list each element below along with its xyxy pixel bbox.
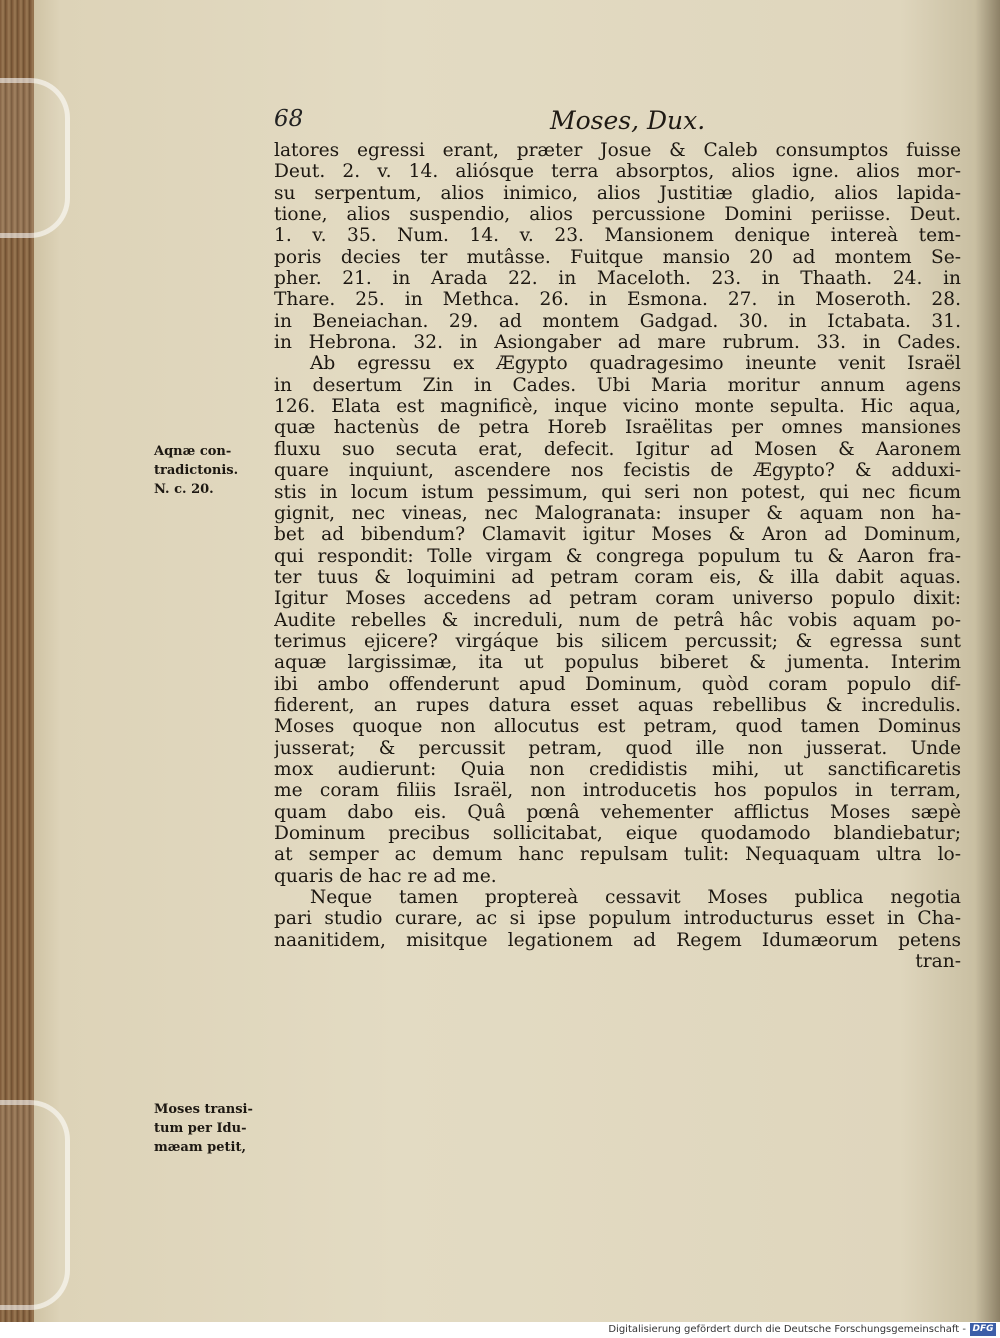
text-line: me coram filiis Israël, non introducetis hos populos in terram, — [274, 780, 961, 802]
text-line: 1. v. 35. Num. 14. v. 23. Mansionem denique intereà tem- — [274, 225, 961, 247]
text-line: quam dabo eis. Quâ pœnâ vehementer afflictus Moses sæpè — [274, 801, 961, 823]
page-clip-bottom — [0, 1100, 70, 1310]
text-line: pher. 21. in Arada 22. in Maceloth. 23. in Thaath. 24. in — [274, 268, 961, 290]
text-line: Thare. 25. in Methca. 26. in Esmona. 27. in Moseroth. 28. — [274, 289, 961, 311]
text-line: ter tuus & loquimini ad petram coram eis, & illa dabit aquas. — [274, 566, 961, 588]
text-line: naanitidem, misitque legationem ad Regem Idumæorum petens — [274, 929, 961, 951]
running-head: Moses, Dux. — [550, 106, 706, 135]
text-line: aquæ largissimæ, ita ut populus biberet & jumenta. Interim — [274, 652, 961, 674]
text-line: jusserat; & percussit petram, quod ille non jusserat. Unde — [274, 737, 961, 759]
text-line: bet ad bibendum? Clamavit igitur Moses & Aron ad Dominum, — [274, 524, 961, 546]
marginal-note-line: N. c. 20. — [154, 482, 214, 497]
text-line: Moses quoque non allocutus est petram, quod tamen Dominus — [274, 716, 961, 738]
body-text — [274, 140, 961, 972]
marginal-note-line: Moses transi- — [154, 1102, 253, 1117]
marginal-note-line: tradictonis. — [154, 463, 239, 478]
text-line: mox audierunt: Quia non credidistis mihi, ut sanctificaretis — [274, 758, 961, 780]
page-clip-top — [0, 78, 70, 238]
text-line: gignit, nec vineas, nec Malogranata: insuper & aquam non ha- — [274, 502, 961, 524]
text-line: latores egressi erant, præter Josue & Caleb consumptos fuisse — [274, 140, 961, 161]
page-header — [268, 106, 708, 142]
dfg-logo-icon: DFG — [970, 1323, 996, 1336]
marginal-note-line: Aqnæ con- — [154, 444, 232, 459]
text-line: Igitur Moses accedens ad petram coram universo populo dixit: — [274, 588, 961, 610]
text-line: quæ hactenùs de petra Horeb Israëlitas per omnes mansiones — [274, 417, 961, 439]
text-line: Deut. 2. v. 14. aliósque terra absorptos, alios igne. alios mor- — [274, 161, 961, 183]
text-line: quare inquiunt, ascendere nos fecistis de Ægypto? & adduxi- — [274, 460, 961, 482]
footer-credit: Digitalisierung gefördert durch die Deutsche Forschungsgemeinschaft - — [608, 1324, 966, 1335]
digitization-footer — [0, 1322, 1000, 1338]
marginal-note-line: mæam petit, — [154, 1140, 246, 1155]
text-line: quaris de hac re ad me. — [274, 865, 497, 887]
text-line: ibi ambo offenderunt apud Dominum, quòd coram populo dif- — [274, 673, 961, 695]
page-number: 68 — [274, 106, 304, 132]
text-line: qui respondit: Tolle virgam & congrega populum tu & Aaron fra- — [274, 545, 961, 567]
marginal-note-line: tum per Idu- — [154, 1121, 247, 1136]
text-line: in desertum Zin in Cades. Ubi Maria moritur annum agens — [274, 374, 961, 396]
text-line: poris decies ter mutâsse. Fuitque mansio 20 ad montem Se- — [274, 246, 961, 268]
text-line: Dominum precibus sollicitabat, eique quodamodo blandiebatur; — [274, 823, 961, 844]
text-line: at semper ac demum hanc repulsam tulit: Nequaquam ultra lo- — [274, 844, 961, 866]
text-line: in Hebrona. 32. in Asiongaber ad mare rubrum. 33. in Cades. — [274, 332, 961, 354]
text-line: Neque tamen proptereà cessavit Moses publica negotia — [310, 887, 961, 909]
catchword: tran- — [915, 951, 961, 973]
text-line: stis in locum istum pessimum, qui seri non potest, qui nec ficum — [274, 481, 961, 503]
text-line: fluxu suo secuta erat, defecit. Igitur ad Mosen & Aaronem — [274, 438, 961, 460]
text-line: Ab egressu ex Ægypto quadragesimo ineunte venit Israël — [310, 353, 961, 375]
text-line: tione, alios suspendio, alios percussione Domini periisse. Deut. — [274, 204, 961, 226]
marginal-note-moses — [154, 1100, 264, 1157]
marginal-note-aqua — [154, 442, 264, 499]
text-line: fiderent, an rupes datura esset aquas rebellibus & incredulis. — [274, 694, 961, 716]
text-line: in Beneiachan. 29. ad montem Gadgad. 30. in Ictabata. 31. — [274, 310, 961, 332]
text-line: su serpentum, alios inimico, alios Justitiæ gladio, alios lapida- — [274, 182, 961, 204]
text-line: 126. Elata est magnificè, inque vicino monte sepulta. Hic aqua, — [274, 396, 961, 418]
text-line: pari studio curare, ac si ipse populum introducturus esset in Cha- — [274, 908, 961, 930]
text-line: Audite rebelles & increduli, num de petrâ hâc vobis aquam po- — [274, 609, 961, 631]
text-line: terimus ejicere? virgáque bis silicem percussit; & egressa sunt — [274, 630, 961, 652]
